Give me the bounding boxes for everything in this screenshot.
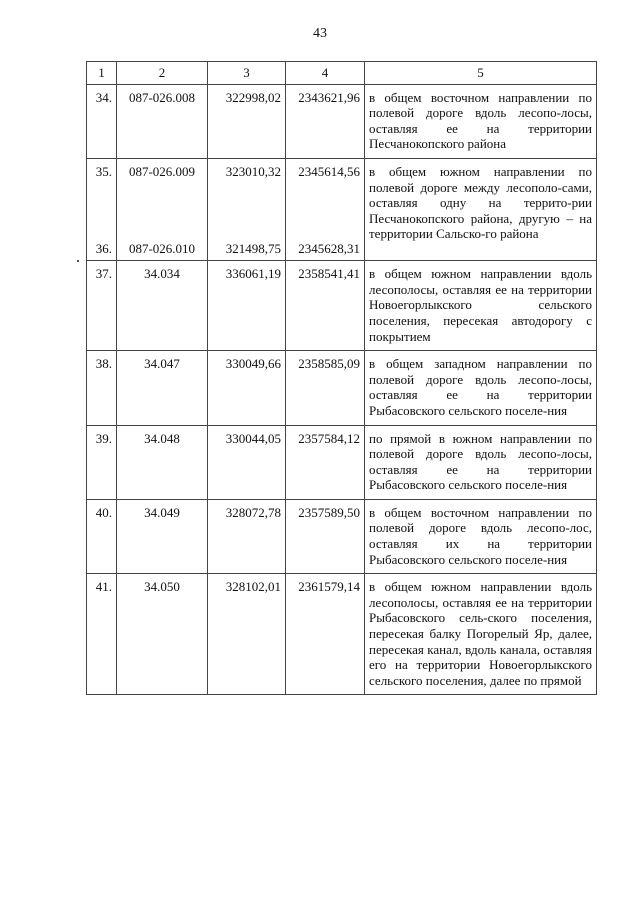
coordinate-y: 2361579,14 bbox=[286, 574, 365, 695]
point-code-pair bbox=[117, 158, 208, 260]
boundary-description: в общем южном направлении по полевой дороге между лесополо-сами, оставляя одну на террито-рии Песчанокопского района, другую – на территории Сальско-го района bbox=[365, 158, 597, 260]
coordinate-x: 323010,32 bbox=[225, 163, 281, 179]
row-number: 37. bbox=[87, 261, 117, 351]
table-header-row bbox=[87, 62, 597, 85]
row-number: 41. bbox=[87, 574, 117, 695]
boundary-description: в общем восточном направлении по полевой дороге вдоль лесопо-лос, оставляя их на территории Рыбасовского сельского поселе-ния bbox=[365, 499, 597, 573]
row-number: 40. bbox=[87, 499, 117, 573]
coordinate-y: 2343621,96 bbox=[286, 84, 365, 158]
page-number: 43 bbox=[313, 26, 327, 41]
coordinate-y-pair bbox=[286, 158, 365, 260]
row-number: 36. bbox=[95, 240, 112, 256]
boundary-description: по прямой в южном направлении по полевой дороге вдоль лесопо-лосы, оставляя ее на территории Рыбасовского сельского поселе-ния bbox=[365, 425, 597, 499]
coordinate-x: 336061,19 bbox=[208, 261, 286, 351]
row-number-pair bbox=[87, 158, 117, 260]
coordinate-x: 330044,05 bbox=[208, 425, 286, 499]
boundary-description: в общем восточном направлении по полевой дороге вдоль лесопо-лосы, оставляя ее на территории Песчанокопского района bbox=[365, 84, 597, 158]
coordinate-x: 330049,66 bbox=[208, 351, 286, 425]
coordinate-y: 2357584,12 bbox=[286, 425, 365, 499]
table-row bbox=[87, 351, 597, 425]
table-row bbox=[87, 261, 597, 351]
table-row bbox=[87, 84, 597, 158]
point-code: 34.034 bbox=[117, 261, 208, 351]
coordinate-x: 322998,02 bbox=[208, 84, 286, 158]
coordinate-y: 2358541,41 bbox=[286, 261, 365, 351]
coordinate-x: 328102,01 bbox=[208, 574, 286, 695]
point-code: 34.048 bbox=[117, 425, 208, 499]
row-number: 39. bbox=[87, 425, 117, 499]
point-code: 34.047 bbox=[117, 351, 208, 425]
coordinate-y: 2357589,50 bbox=[286, 499, 365, 573]
coordinate-x: 328072,78 bbox=[208, 499, 286, 573]
header-col-2: 2 bbox=[117, 62, 208, 85]
table-row bbox=[87, 574, 597, 695]
header-col-1: 1 bbox=[87, 62, 117, 85]
coordinate-x: 321498,75 bbox=[225, 240, 281, 256]
header-col-4: 4 bbox=[286, 62, 365, 85]
point-code: 34.049 bbox=[117, 499, 208, 573]
row-number: 38. bbox=[87, 351, 117, 425]
coordinate-x-pair bbox=[208, 158, 286, 260]
coordinate-y: 2345614,56 bbox=[298, 163, 360, 179]
boundary-description: в общем южном направлении вдоль лесополосы, оставляя ее на территории Новоегорлыкского сельского поселения, пересекая автодорогу с покрытием bbox=[365, 261, 597, 351]
point-code: 087-026.009 bbox=[128, 163, 196, 179]
header-col-5: 5 bbox=[365, 62, 597, 85]
row-number: 35. bbox=[95, 163, 112, 179]
table-row bbox=[87, 499, 597, 573]
coordinate-y: 2345628,31 bbox=[298, 240, 360, 256]
point-code: 087-026.008 bbox=[117, 84, 208, 158]
margin-dot bbox=[77, 260, 79, 262]
point-code: 087-026.010 bbox=[128, 240, 196, 256]
header-col-3: 3 bbox=[208, 62, 286, 85]
table-row bbox=[87, 425, 597, 499]
point-code: 34.050 bbox=[117, 574, 208, 695]
boundary-description: в общем западном направлении по полевой дороге вдоль лесопо-лосы, оставляя ее на территории Рыбасовского сельского поселе-ния bbox=[365, 351, 597, 425]
boundary-table bbox=[86, 61, 597, 695]
boundary-description: в общем южном направлении вдоль лесополосы, оставляя ее на территории Рыбасовского сель-ского поселения, пересекая балку Погорелый Яр, далее, пересекая канал, вдоль канала, оставляя его на территории Новоегорлыкского сельского поселения, далее по прямой bbox=[365, 574, 597, 695]
table-row bbox=[87, 158, 597, 260]
row-number: 34. bbox=[87, 84, 117, 158]
coordinate-y: 2358585,09 bbox=[286, 351, 365, 425]
